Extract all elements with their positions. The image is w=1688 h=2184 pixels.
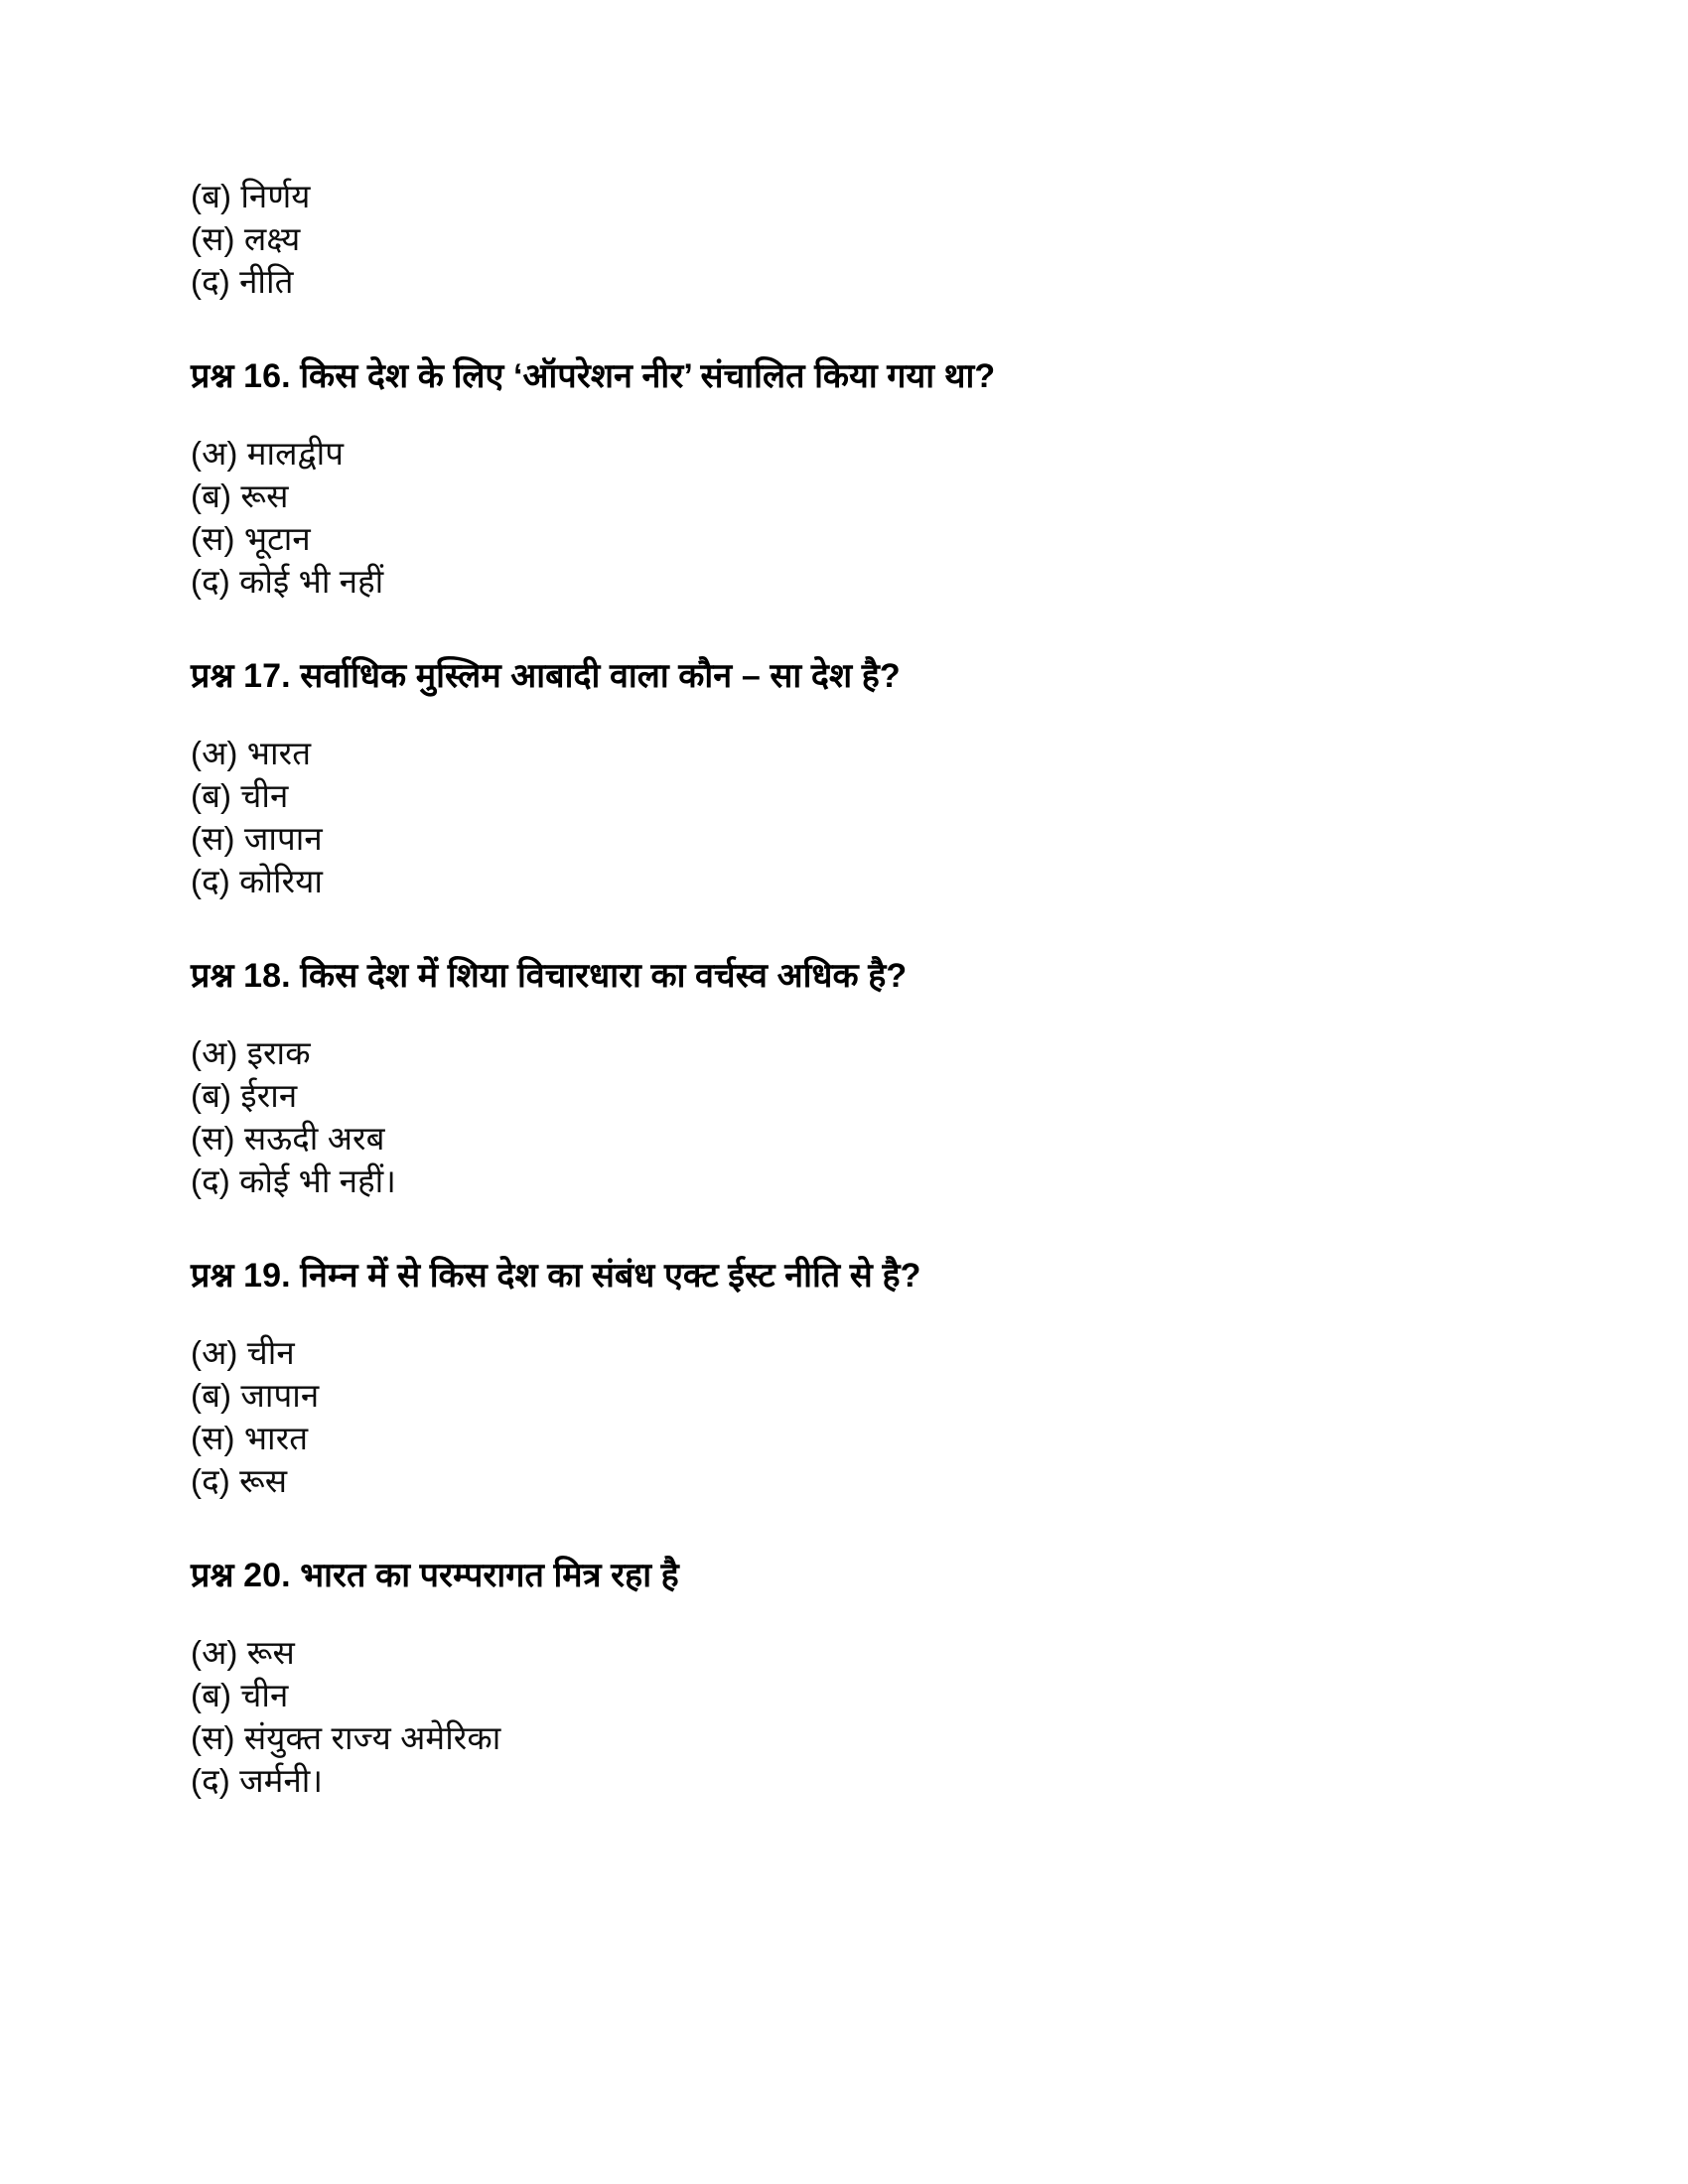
option-item: (द) जर्मनी। xyxy=(191,1762,324,1799)
option-item: (द) रूस xyxy=(191,1462,288,1499)
question-block-16 xyxy=(191,354,1481,603)
question-block-20 xyxy=(191,1554,1481,1802)
option-item: (अ) इराक xyxy=(191,1034,311,1071)
question-text-16: प्रश्न 16. किस देश के लिए ‘ऑपरेशन नीर’ संचालित किया गया था? xyxy=(191,357,996,395)
option-list-16 xyxy=(191,432,1481,603)
question-block-17 xyxy=(191,654,1481,902)
option-item: (द) नीति xyxy=(191,263,294,300)
option-item: (ब) ईरान xyxy=(191,1077,298,1114)
option-item: (ब) जापान xyxy=(191,1377,320,1414)
option-item: (ब) चीन xyxy=(191,777,289,814)
option-item: (ब) रूस xyxy=(191,478,289,514)
option-item: (अ) मालद्वीप xyxy=(191,435,345,472)
option-item: (द) कोरिया xyxy=(191,863,323,899)
question-block-19 xyxy=(191,1254,1481,1502)
question-text-18: प्रश्न 18. किस देश में शिया विचारधारा का वर्चस्व अधिक है? xyxy=(191,957,908,995)
option-item: (स) सऊदी अरब xyxy=(191,1120,385,1157)
option-list-20 xyxy=(191,1631,1481,1802)
option-item: (अ) रूस xyxy=(191,1634,295,1671)
option-item: (द) कोई भी नहीं xyxy=(191,563,384,600)
option-item: (स) लक्ष्य xyxy=(191,220,301,257)
option-item: (स) भूटान xyxy=(191,520,311,557)
options-continued-block xyxy=(191,175,1481,303)
option-item: (स) जापान xyxy=(191,820,323,857)
option-list-18 xyxy=(191,1031,1481,1202)
option-item: (स) संयुक्त राज्य अमेरिका xyxy=(191,1719,501,1756)
option-list-17 xyxy=(191,732,1481,902)
option-list-continued xyxy=(191,175,1481,303)
question-text-20: प्रश्न 20. भारत का परम्परागत मित्र रहा है xyxy=(191,1557,679,1594)
question-text-17: प्रश्न 17. सर्वाधिक मुस्लिम आबादी वाला कौन – सा देश है? xyxy=(191,657,901,695)
option-item: (ब) निर्णय xyxy=(191,178,311,214)
option-item: (अ) चीन xyxy=(191,1334,295,1371)
question-block-18 xyxy=(191,954,1481,1202)
option-list-19 xyxy=(191,1331,1481,1502)
question-text-19: प्रश्न 19. निम्न में से किस देश का संबंध एक्ट ईस्ट नीति से है? xyxy=(191,1257,921,1295)
option-item: (स) भारत xyxy=(191,1420,309,1456)
option-item: (ब) चीन xyxy=(191,1677,289,1713)
page-content xyxy=(191,175,1481,1802)
option-item: (अ) भारत xyxy=(191,735,312,771)
option-item: (द) कोई भी नहीं। xyxy=(191,1162,396,1199)
